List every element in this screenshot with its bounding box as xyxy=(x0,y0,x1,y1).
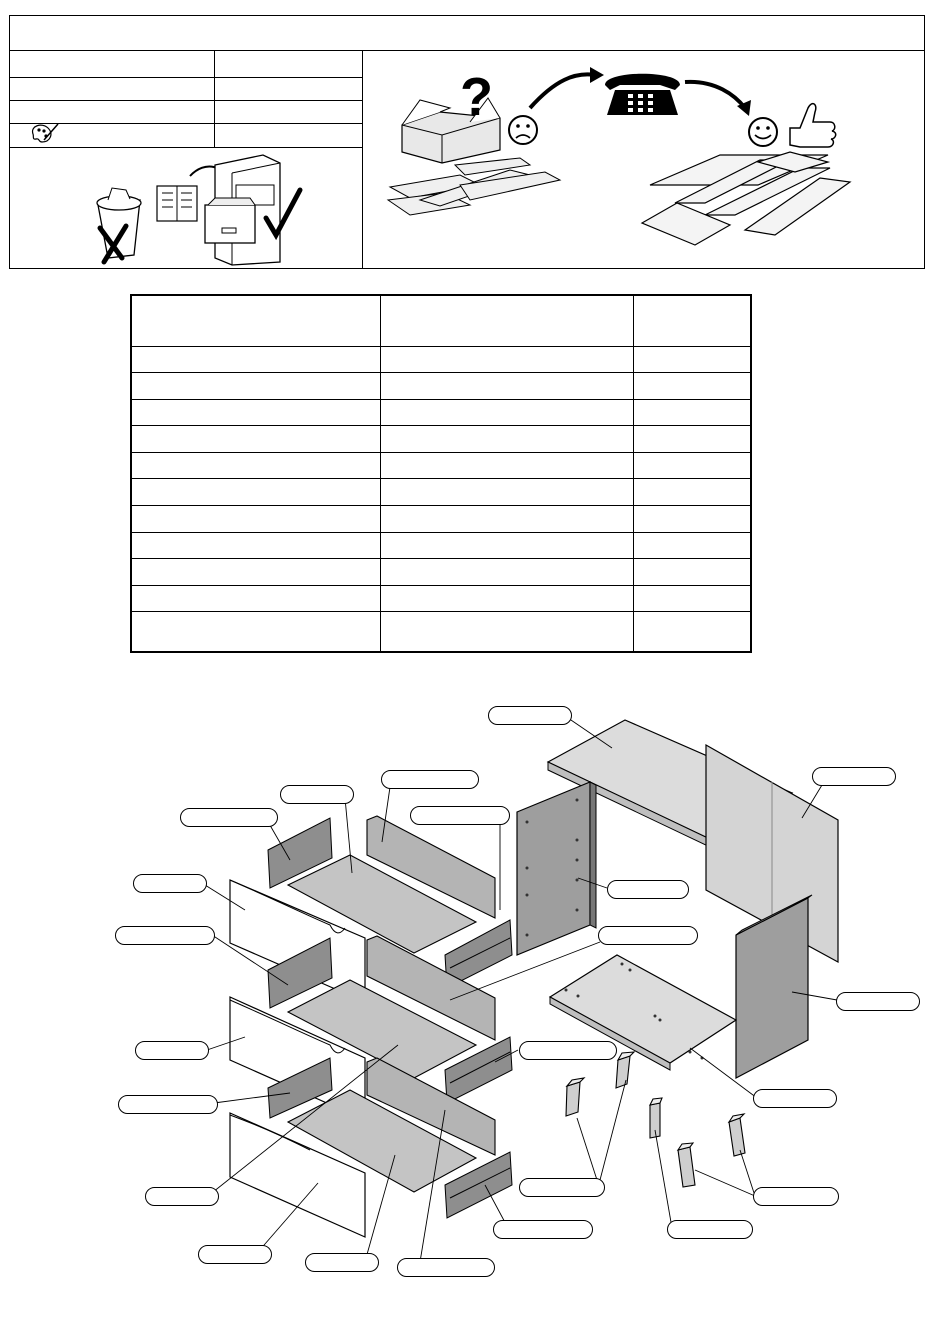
callout-label xyxy=(812,767,896,786)
callout-label xyxy=(598,926,698,945)
callout-label xyxy=(118,1095,218,1114)
callout-label xyxy=(381,770,479,789)
callout-label xyxy=(397,1258,495,1277)
callout-label xyxy=(280,785,354,804)
right-side-panel xyxy=(736,898,808,1078)
callout-label xyxy=(145,1187,219,1206)
callout-label xyxy=(180,808,278,827)
callout-label xyxy=(607,880,689,899)
callout-label xyxy=(519,1041,617,1060)
callout-label xyxy=(488,706,572,725)
callout-label xyxy=(667,1220,753,1239)
callout-label xyxy=(753,1089,837,1108)
callout-label xyxy=(198,1245,272,1264)
callout-label xyxy=(493,1220,593,1239)
question-mark-icon: ? xyxy=(460,67,493,127)
callout-label xyxy=(836,992,920,1011)
callout-label xyxy=(753,1187,839,1206)
callout-label xyxy=(115,926,215,945)
callout-label xyxy=(410,806,510,825)
callout-label xyxy=(135,1041,209,1060)
callout-label xyxy=(519,1178,605,1197)
callout-label xyxy=(133,874,207,893)
callout-label xyxy=(305,1253,379,1272)
